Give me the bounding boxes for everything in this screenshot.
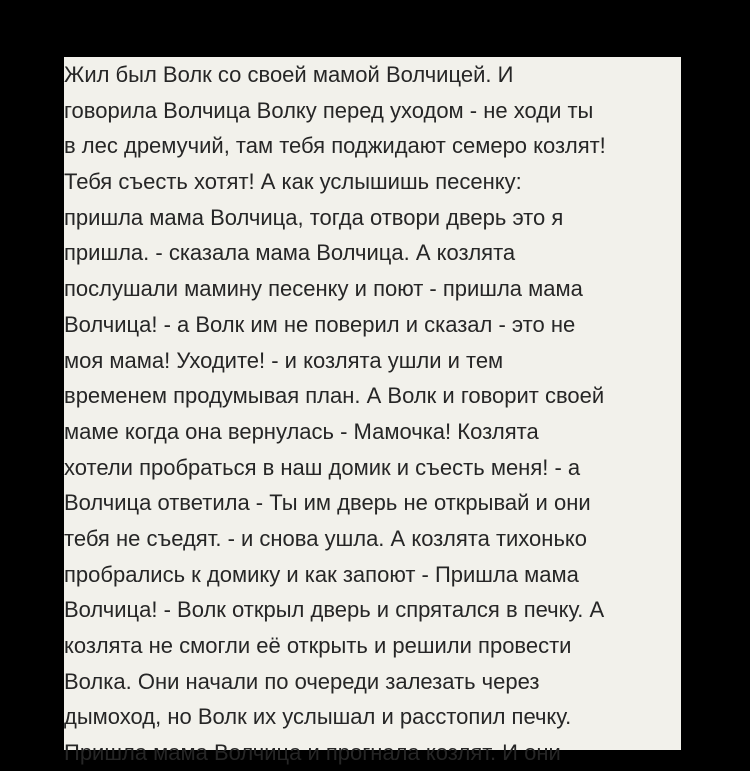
- text-line-4: Тебя съесть хотят! А как услышишь песенку:: [64, 169, 522, 195]
- story-text: [64, 57, 681, 771]
- text-line-17: козлята не смогли её открыть и решили провести: [64, 633, 572, 658]
- text-line-6: пришла. - сказала мама Волчица. А козлята: [64, 240, 516, 266]
- text-line-10: временем продумывая план. А Волк и говорит своей: [64, 383, 605, 409]
- text-line-7: послушали мамину песенку и поют - пришла мама: [64, 276, 583, 302]
- text-line-16: Волчица! - Волк открыл дверь и спрятался в печку. А: [64, 597, 605, 623]
- text-line-9: моя мама! Уходите! - и козлята ушли и тем: [64, 347, 504, 373]
- text-line-2: говорила Волчица Волку перед уходом - не ходи ты: [64, 97, 594, 123]
- text-line-18: Волка. Они начали по очереди залезать через: [64, 668, 540, 694]
- text-line-14: тебя не съедят. - и снова ушла. А козлята тихонько: [64, 525, 588, 551]
- text-line-19: дымоход, но Волк их услышал и расстопил печку.: [64, 704, 572, 730]
- text-line-3: в лес дремучий, там тебя поджидают семеро козлят!: [64, 133, 606, 159]
- text-line-15: пробрались к домику и как запоют - Пришла мама: [64, 561, 579, 587]
- text-line-20: Пришла мама Волчица и прогнала козлят. И они: [64, 740, 561, 766]
- text-line-5: пришла мама Волчица, тогда отвори дверь это я: [64, 204, 564, 230]
- text-line-8: Волчица! - а Волк им не поверил и сказал - это не: [64, 311, 576, 337]
- text-line-11: маме когда она вернулась - Мамочка! Козлята: [64, 418, 539, 444]
- text-line-12: хотели пробраться в наш домик и съесть меня! - а: [64, 454, 581, 480]
- text-line-1: Жил был Волк со своей мамой Волчицей. И: [64, 62, 514, 87]
- text-line-13: Волчица ответила - Ты им дверь не открывай и они: [64, 490, 591, 516]
- text-page: [64, 57, 681, 766]
